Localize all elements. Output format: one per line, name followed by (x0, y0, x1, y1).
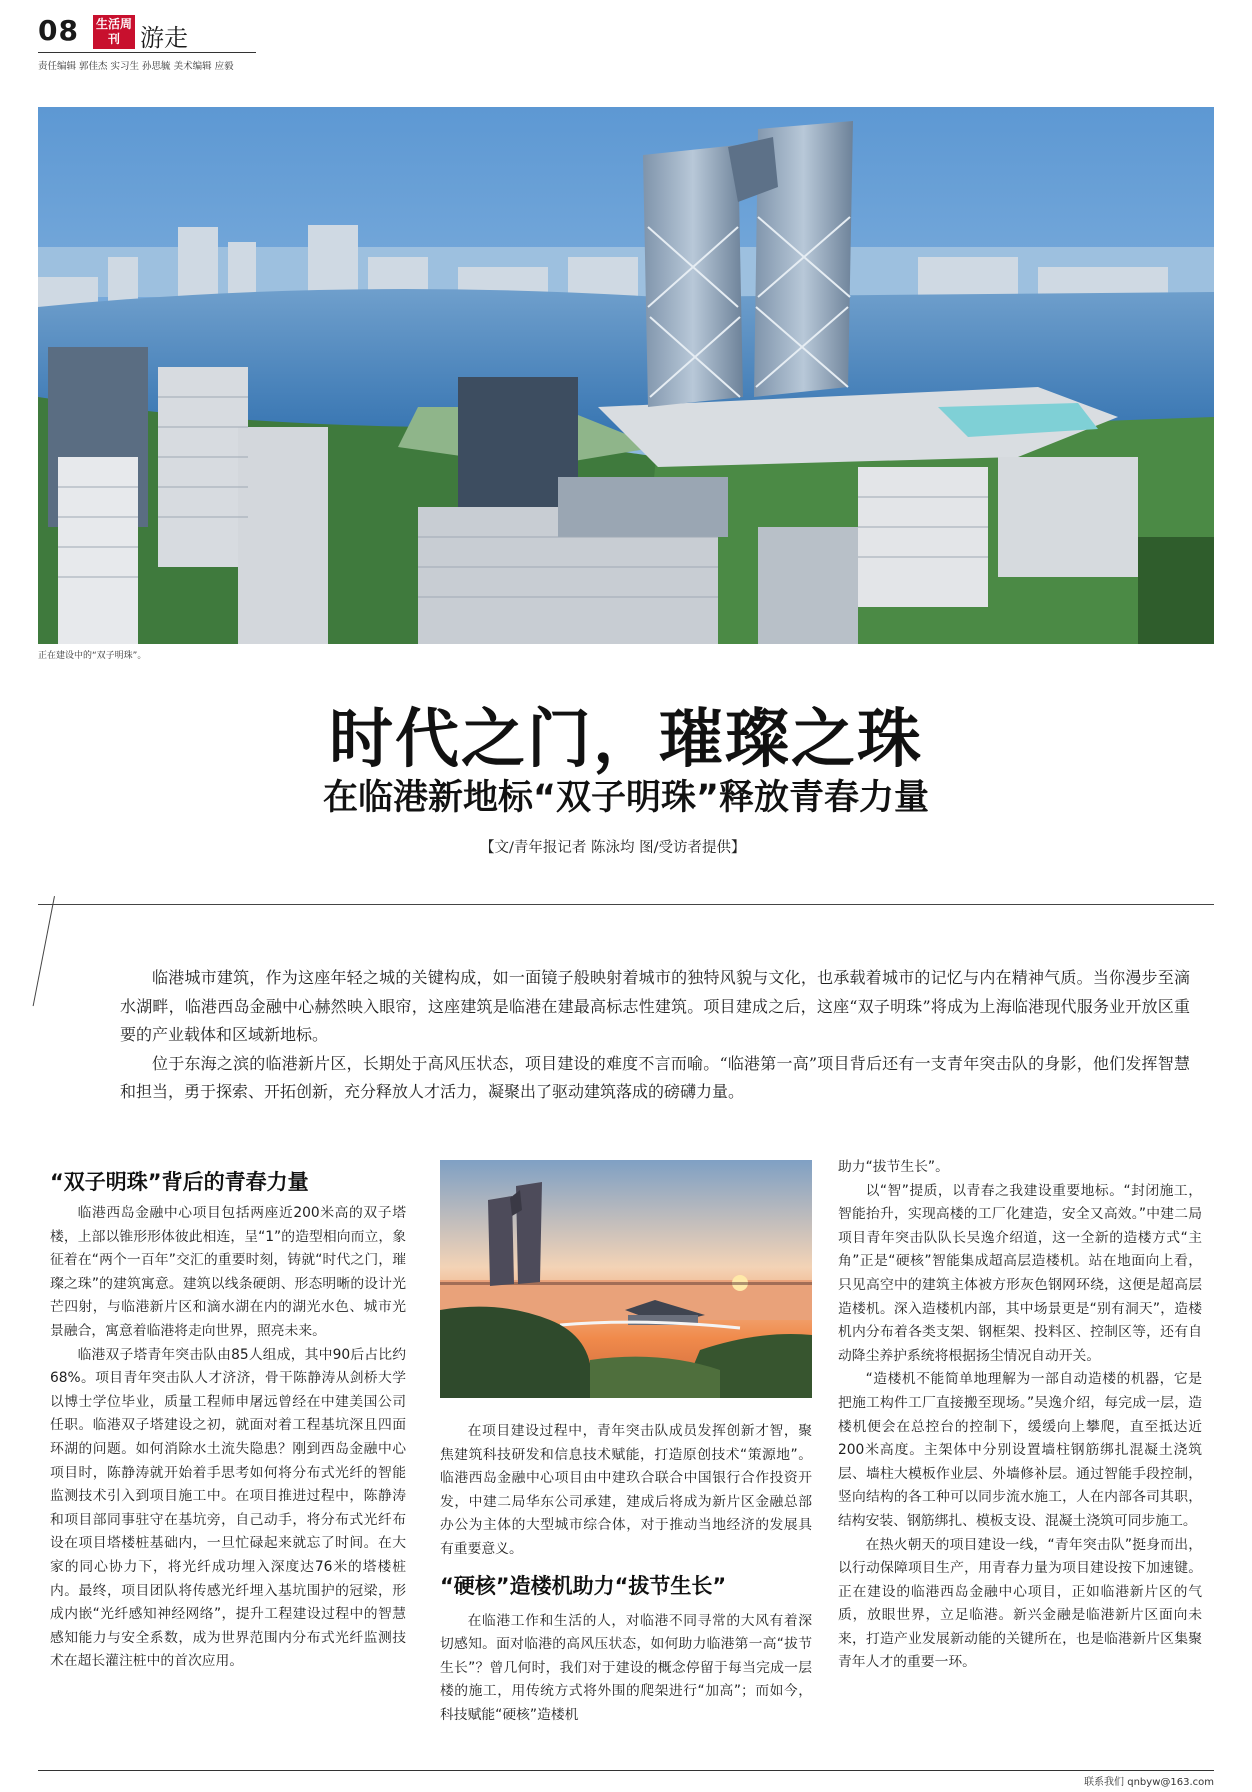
hero-photo (38, 107, 1214, 644)
body-paragraph: 临港西岛金融中心项目包括两座近200米高的双子塔楼，上部以锥形形体彼此相连，呈“1”的造型相向而立，象征着在“两个一百年”交汇的重要时刻，铸就“时代之门，璀璨之珠”的建筑寓意。建筑以线条硬朗、形态明晰的设计光芒四射，与临港新片区和滴水湖在内的湖光水色、城市光景融合，寓意着临港将走向世界，照亮未来。 (50, 1205, 406, 1339)
column-2 (440, 1420, 812, 1728)
lead-paragraph: 位于东海之滨的临港新片区，长期处于高风压状态，项目建设的难度不言而喻。“临港第一高”项目背后还有一支青年突击队的身影，他们发挥智慧和担当，勇于探索、开拓创新，充分释放人才活力，凝聚出了驱动建筑落成的磅礴力量。 (120, 1053, 1190, 1101)
page-number: 08 (38, 14, 79, 47)
section-heading: “双子明珠”背后的青春力量 (50, 1170, 309, 1194)
article-title: 时代之门，璀璨之珠 (329, 702, 923, 777)
footer-contact: 联系我们 qnbyw@163.com (1084, 1777, 1214, 1788)
body-paragraph: 在临港工作和生活的人，对临港不同寻常的大风有着深切感知。面对临港的高风压状态，如何助力临港第一高“拔节生长”？曾几何时，我们对于建设的概念停留于每当完成一层楼的施工，用传统方式将外围的爬架进行“加高”；而如今，科技赋能“硬核”造楼机 (440, 1612, 812, 1723)
article-subtitle: 在临港新地标“双子明珠”释放青春力量 (322, 778, 929, 818)
section-heading: “硬核”造楼机助力“拔节生长” (440, 1573, 727, 1598)
column-1 (50, 1168, 406, 1674)
lead-divider-slash (33, 896, 55, 1006)
lead-paragraph: 临港城市建筑，作为这座年轻之城的关键构成，如一面镜子般映射着城市的独特风貌与文化，也承载着城市的记忆与内在精神气质。当你漫步至滴水湖畔，临港西岛金融中心赫然映入眼帘，这座建筑是临港在建最高标志性建筑。项目建成之后，这座“双子明珠”将成为上海临港现代服务业开放区重要的产业载体和区域新地标。 (120, 968, 1190, 1044)
body-paragraph: 以“智”提质，以青春之我建设重要地标。“封闭施工，智能抬升，实现高楼的工厂化建造，安全又高效。”中建二局项目青年突击队队长吴逸介绍道，这一全新的造楼方式“主角”正是“硬核”智能集成超高层造楼机。站在地面向上看，只见高空中的建筑主体被方形灰色钢网环绕，这便是超高层造楼机。深入造楼机内部，其中场景更是“别有洞天”，造楼机内分布着各类支架、钢框架、投料区、控制区等，还有自动降尘养护系统将根据扬尘情况自动开关。 (838, 1182, 1202, 1364)
body-paragraph: 在热火朝天的项目建设一线，“青年突击队”挺身而出，以行动保障项目生产，用青春力量为项目建设按下加速键。正在建设的临港西岛金融中心项目，正如临港新片区的气质，放眼世界，立足临港。新兴金融是临港新片区面向未来，打造产业发展新动能的关键所在，也是临港新片区集聚青年人才的重要一环。 (838, 1536, 1202, 1671)
sunset-photo (440, 1160, 812, 1398)
body-paragraph: “造楼机不能简单地理解为一部自动造楼的机器，它是把施工构件工厂直接搬至现场。”吴逸介绍，每完成一层，造楼机便会在总控台的控制下，缓缓向上攀爬，直至抵达近200米高度。主架体中分别设置墙柱钢筋绑扎混凝土浇筑层、墙柱大模板作业层、外墙修补层。通过智能手段控制，竖向结构的各工种可以同步流水施工，人在内部各司其职，结构安装、钢筋绑扎、模板支设、混凝土浇筑可同步施工。 (838, 1371, 1202, 1529)
header-rule (38, 52, 256, 53)
byline: 【文/青年报记者 陈泳均 图/受访者提供】 (480, 840, 746, 856)
editor-credits: 责任编辑 郭佳杰 实习生 孙思毓 美术编辑 应毅 (38, 61, 234, 72)
hero-caption: 正在建设中的“双子明珠”。 (38, 651, 147, 661)
lead-divider (38, 904, 1214, 905)
body-paragraph: 临港双子塔青年突击队由85人组成，其中90后占比约68%。项目青年突击队人才济济，骨干陈静涛从剑桥大学以博士学位毕业，质量工程师申屠远曾经在中建美国公司任职。临港双子塔建设之初，就面对着工程基坑深且四面环湖的问题。如何消除水土流失隐患？刚到西岛金融中心项目时，陈静涛就开始着手思考如何将分布式光纤的智能监测技术引入到项目施工中。在项目推进过程中，陈静涛和项目部同事驻守在基坑旁，自己动手，将分布式光纤布设在项目塔楼桩基础内，一旦忙碌起来就忘了时间。在大家的同心协力下，将光纤成功埋入深度达76米的塔楼桩内。最终，项目团队将传感光纤埋入基坑围护的冠梁，形成内嵌“光纤感知神经网络”，提升工程建设过程中的智慧感知能力与安全系数，成为世界范围内分布式光纤监测技术在超长灌注桩中的首次应用。 (50, 1346, 406, 1670)
column-3 (838, 1156, 1202, 1675)
lead-paragraphs (120, 964, 1190, 1107)
body-paragraph: 在项目建设过程中，青年突击队成员发挥创新才智，聚焦建筑科技研发和信息技术赋能，打造原创技术“策源地”。临港西岛金融中心项目由中建玖合联合中国银行合作投资开发，中建二局华东公司承建，建成后将成为新片区金融总部办公为主体的大型城市综合体，对于推动当地经济的发展具有重要意义。 (440, 1423, 812, 1557)
section-title: 游走 (140, 24, 188, 52)
section-logo: 生活周刊 (93, 15, 135, 49)
footer-rule (38, 1770, 1214, 1771)
continuation-line: 助力“拔节生长”。 (838, 1159, 949, 1175)
